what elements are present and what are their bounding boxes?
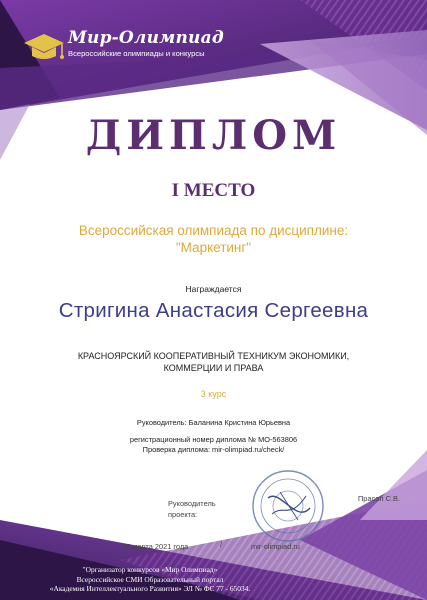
discipline-line-2: "Маркетинг" — [175, 240, 252, 255]
graduation-cap-icon — [22, 30, 66, 64]
signer-name: Прасол С.В. — [358, 494, 400, 503]
diploma-title: ДИПЛОМ — [85, 112, 342, 159]
course: 3 курс — [200, 389, 227, 399]
awarded-label: Награждается — [185, 284, 242, 294]
organization-line-2: КОММЕРЦИИ И ПРАВА — [163, 363, 264, 373]
project-lead-line-2: проекта: — [168, 510, 198, 519]
logo-name: Мир-Олимпиад — [68, 28, 224, 48]
supervisor: Руководитель: Баланина Кристина Юрьевна — [136, 418, 291, 427]
footer-line-3: «Академия Интеллектуального Развития» ЭЛ № ФС 77 - 65034. — [49, 584, 251, 593]
footer-line-2: Всероссийское СМИ Образовательный портал — [76, 574, 224, 584]
site-url: mir-olimpiad.ru — [251, 542, 300, 551]
check-link: Проверка диплома: mir-olimpiad.ru/check/ — [142, 445, 285, 454]
project-lead-line-1: Руководитель — [168, 499, 216, 508]
organization — [0, 350, 427, 374]
diploma-place: I МЕСТО — [171, 180, 256, 201]
project-lead-label — [168, 498, 228, 520]
date-separator: / — [220, 540, 223, 549]
registration-number: регистрационный номер диплома № МО-563806 — [129, 435, 298, 444]
logo-subtitle: Всероссийские олимпиады и конкурсы — [68, 49, 205, 58]
footer-line-1: "Организатор конкурсов «Мир Олимпиад» — [82, 565, 218, 574]
issue-date: 25 марта 2021 года — [122, 542, 189, 551]
discipline-line-1: Всероссийская олимпиада по дисциплине: — [78, 223, 349, 238]
stamp-seal — [250, 468, 326, 544]
recipient-name: Стригина Анастасия Сергеевна — [58, 299, 369, 322]
discipline — [0, 222, 427, 256]
organization-line-1: КРАСНОЯРСКИЙ КООПЕРАТИВНЫЙ ТЕХНИКУМ ЭКОНОМИКИ, — [77, 351, 350, 361]
footer-organizer — [0, 565, 300, 594]
logo — [22, 26, 222, 66]
